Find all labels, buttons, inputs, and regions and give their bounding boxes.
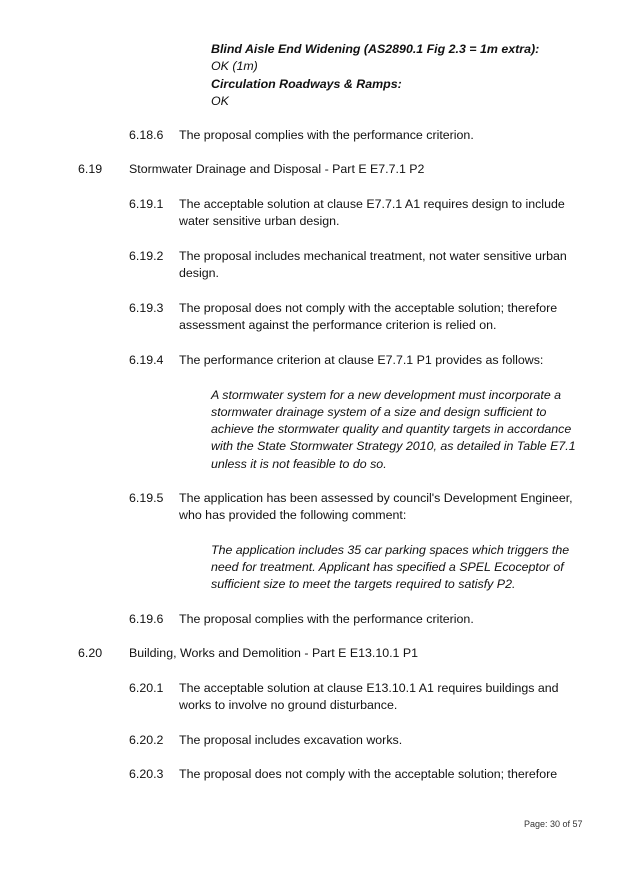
quote-performance-criterion-line2: stormwater drainage system of a size and design sufficient to bbox=[211, 405, 547, 419]
item-text-6-18-6: The proposal complies with the performance criterion. bbox=[179, 128, 474, 142]
value-circulation: OK bbox=[211, 94, 229, 108]
item-number-6-19-1: 6.19.1 bbox=[129, 197, 164, 211]
item-number-6-20-3: 6.20.3 bbox=[129, 767, 164, 781]
item-number-6-19-3: 6.19.3 bbox=[129, 301, 164, 315]
section-title-6-20: Building, Works and Demolition - Part E E13.10.1 P1 bbox=[129, 646, 419, 660]
section-title-6-19: Stormwater Drainage and Disposal - Part E E7.7.1 P2 bbox=[129, 162, 425, 176]
item-text-6-19-3-line2: assessment against the performance criterion is relied on. bbox=[179, 318, 497, 332]
item-text-6-19-1-line1: The acceptable solution at clause E7.7.1 A1 requires design to include bbox=[179, 197, 565, 211]
item-number-6-20-2: 6.20.2 bbox=[129, 733, 164, 747]
item-number-6-19-5: 6.19.5 bbox=[129, 491, 164, 505]
item-number-6-19-6: 6.19.6 bbox=[129, 612, 164, 626]
item-text-6-20-3: The proposal does not comply with the acceptable solution; therefore bbox=[179, 767, 558, 781]
item-text-6-19-4: The performance criterion at clause E7.7.1 P1 provides as follows: bbox=[179, 353, 544, 367]
page-number: Page: 30 of 57 bbox=[524, 819, 583, 829]
item-text-6-19-1-line2: water sensitive urban design. bbox=[179, 214, 340, 228]
quote-performance-criterion-line5: unless it is not feasible to do so. bbox=[211, 457, 387, 471]
section-number-6-20: 6.20 bbox=[78, 646, 103, 660]
item-text-6-20-1-line2: works to involve no ground disturbance. bbox=[179, 698, 398, 712]
value-blind-aisle: OK (1m) bbox=[211, 59, 258, 73]
quote-engineer-comment-line3: sufficient size to meet the targets required to satisfy P2. bbox=[211, 577, 516, 591]
item-number-6-20-1: 6.20.1 bbox=[129, 681, 164, 695]
item-number-6-19-2: 6.19.2 bbox=[129, 249, 164, 263]
item-text-6-19-6: The proposal complies with the performance criterion. bbox=[179, 612, 474, 626]
item-number-6-19-4: 6.19.4 bbox=[129, 353, 164, 367]
item-text-6-19-3-line1: The proposal does not comply with the acceptable solution; therefore bbox=[179, 301, 558, 315]
quote-performance-criterion-line3: achieve the stormwater quality and quantity targets in accordance bbox=[211, 422, 572, 436]
quote-performance-criterion-line4: with the State Stormwater Strategy 2010, as detailed in Table E7.1 bbox=[211, 439, 576, 453]
quote-performance-criterion-line1: A stormwater system for a new development must incorporate a bbox=[211, 388, 562, 402]
item-text-6-19-2-line1: The proposal includes mechanical treatment, not water sensitive urban bbox=[179, 249, 567, 263]
quote-engineer-comment-line1: The application includes 35 car parking spaces which triggers the bbox=[211, 543, 570, 557]
quote-engineer-comment-line2: need for treatment. Applicant has specified a SPEL Ecoceptor of bbox=[211, 560, 564, 574]
item-text-6-20-1-line1: The acceptable solution at clause E13.10.1 A1 requires buildings and bbox=[179, 681, 559, 695]
item-text-6-20-2: The proposal includes excavation works. bbox=[179, 733, 403, 747]
item-text-6-19-5-line1: The application has been assessed by council's Development Engineer, bbox=[179, 491, 573, 505]
heading-circulation: Circulation Roadways & Ramps: bbox=[211, 77, 402, 91]
item-text-6-19-2-line2: design. bbox=[179, 266, 219, 280]
heading-blind-aisle: Blind Aisle End Widening (AS2890.1 Fig 2.3 = 1m extra): bbox=[211, 42, 540, 56]
item-text-6-19-5-line2: who has provided the following comment: bbox=[179, 508, 407, 522]
item-number-6-18-6: 6.18.6 bbox=[129, 128, 164, 142]
section-number-6-19: 6.19 bbox=[78, 162, 103, 176]
